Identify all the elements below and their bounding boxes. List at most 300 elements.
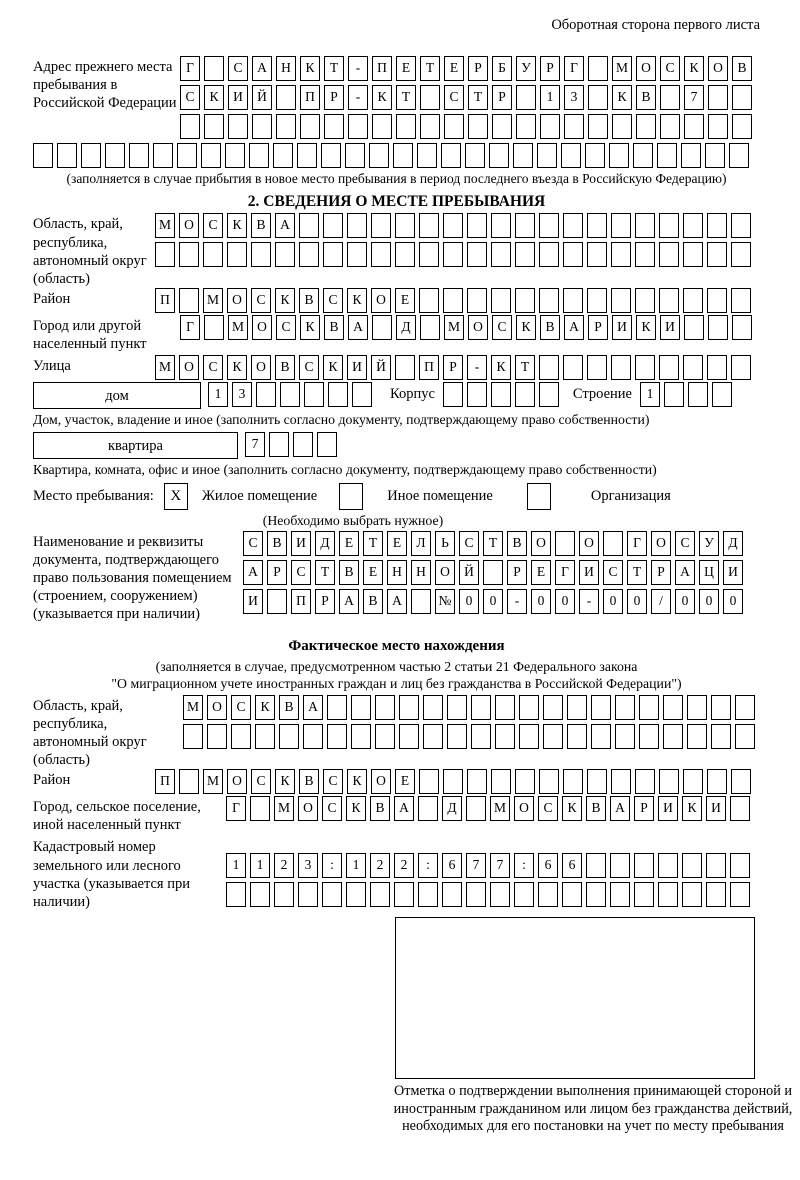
form-cell [586,853,606,878]
form-cell: В [279,695,299,720]
form-cell [587,288,607,313]
region-actual-grid [183,695,755,749]
form-cell: И [658,796,678,821]
cell-row [226,882,750,907]
form-cell: Д [396,315,416,340]
form-cell: С [291,560,311,585]
form-cell: Ц [699,560,719,585]
form-cell [467,288,487,313]
form-cell: С [675,531,695,556]
form-cell: Е [339,531,359,556]
district-actual-grid [155,769,751,794]
form-cell [683,242,703,267]
form-cell [658,882,678,907]
form-cell [348,114,368,139]
form-cell: А [348,315,368,340]
form-cell: Р [468,56,488,81]
form-cell: К [227,213,247,238]
form-cell: С [203,213,223,238]
form-cell [327,724,347,749]
form-cell [395,213,415,238]
korpus-label: Корпус [390,386,435,403]
form-cell: Е [444,56,464,81]
form-cell [153,143,173,168]
form-cell: : [418,853,438,878]
form-cell [567,724,587,749]
form-cell [683,213,703,238]
form-cell: К [300,315,320,340]
form-cell: 1 [346,853,366,878]
form-cell [375,695,395,720]
form-cell: 3 [564,85,584,110]
form-cell: 6 [562,853,582,878]
form-cell [539,355,559,380]
form-cell [515,288,535,313]
form-cell: Ь [435,531,455,556]
form-cell: - [507,589,527,614]
form-cell [635,213,655,238]
form-cell [443,213,463,238]
form-cell: 1 [540,85,560,110]
form-cell: И [347,355,367,380]
form-cell [279,724,299,749]
form-cell [467,382,487,407]
form-cell [423,695,443,720]
form-cell [563,769,583,794]
page-corner-note: Оборотная сторона первого листа [551,17,760,33]
city-grid [180,315,752,340]
region-label: Область, край, республика, автономный округ (область) [33,216,147,287]
form-cell [423,724,443,749]
form-cell [327,695,347,720]
form-cell [515,242,535,267]
form-cell: - [467,355,487,380]
form-cell: / [651,589,671,614]
form-cell: В [370,796,390,821]
form-cell [611,242,631,267]
form-cell [730,853,750,878]
form-cell: О [227,769,247,794]
form-cell [659,355,679,380]
form-cell: А [243,560,263,585]
form-cell: Р [315,589,335,614]
form-cell: С [459,531,479,556]
cell-row [243,531,743,556]
form-cell: 0 [483,589,503,614]
form-cell: О [708,56,728,81]
form-cell [729,143,749,168]
form-cell [657,143,677,168]
form-cell: Е [395,769,415,794]
form-cell: С [444,85,464,110]
cell-row [243,589,743,614]
form-cell [611,769,631,794]
form-cell: К [275,769,295,794]
form-cell [304,382,324,407]
form-cell: О [179,355,199,380]
form-cell: К [684,56,704,81]
form-cell: Р [540,56,560,81]
district-label: Район [33,290,71,307]
city-actual-grid [226,796,750,821]
form-cell: С [322,796,342,821]
form-cell: Е [387,531,407,556]
document-label: Наименование и реквизиты документа, подтверждающего право пользования помещением (строением, сооружением) (указывается при наличии) [33,533,232,623]
form-cell: Д [442,796,462,821]
form-cell [303,724,323,749]
form-cell [297,143,317,168]
form-cell: Р [588,315,608,340]
form-cell: С [603,560,623,585]
region-actual-label: Область, край, республика, автономный округ (область) [33,697,147,769]
cell-row [226,796,750,821]
form-cell: О [251,355,271,380]
form-cell [491,769,511,794]
form-cell: 0 [459,589,479,614]
form-cell: П [300,85,320,110]
form-cell: Б [492,56,512,81]
checkbox-zhiloe [164,483,188,510]
form-cell: П [419,355,439,380]
form-cell: К [372,85,392,110]
form-cell [179,242,199,267]
form-cell: В [299,769,319,794]
form-cell [372,114,392,139]
cell-row [155,288,751,313]
form-cell: К [346,796,366,821]
field-street [33,355,760,380]
form-cell [321,143,341,168]
field-district [33,288,760,313]
form-cell: А [394,796,414,821]
form-cell [564,114,584,139]
form-cell: Р [324,85,344,110]
form-cell [490,882,510,907]
section2-title: 2. СВЕДЕНИЯ О МЕСТЕ ПРЕБЫВАНИЯ [247,193,546,210]
form-cell: М [490,796,510,821]
form-cell: Р [267,560,287,585]
form-cell [489,143,509,168]
form-cell [543,695,563,720]
form-cell: Е [396,56,416,81]
form-cell: О [371,288,391,313]
cell-row [180,114,752,139]
form-cell [611,288,631,313]
form-cell [609,143,629,168]
city-actual-label: Город, сельское поселение, иной населенный пункт [33,799,201,834]
form-cell [399,695,419,720]
cell-row [443,382,559,407]
form-cell: 0 [699,589,719,614]
form-cell [659,769,679,794]
form-cell [660,114,680,139]
form-cell: С [323,288,343,313]
form-cell: : [322,853,342,878]
form-cell [567,695,587,720]
form-cell [730,796,750,821]
form-cell [539,769,559,794]
form-cell [687,695,707,720]
form-cell [543,724,563,749]
form-cell [519,724,539,749]
field-city-actual [33,796,760,834]
form-cell: Н [387,560,407,585]
stroenie-grid [640,382,732,407]
form-cell [323,242,343,267]
form-cell [664,382,684,407]
form-cell [516,85,536,110]
form-cell: К [612,85,632,110]
form-cell [735,695,755,720]
form-cell: Е [531,560,551,585]
form-cell [660,85,680,110]
form-cell: Р [507,560,527,585]
form-cell [612,114,632,139]
stroenie-label: Строение [572,386,632,403]
form-cell: Т [468,85,488,110]
form-cell: С [203,355,223,380]
form-cell [273,143,293,168]
form-cell: Т [483,531,503,556]
form-cell: В [586,796,606,821]
form-cell [663,695,683,720]
form-cell [610,853,630,878]
form-cell: Г [564,56,584,81]
form-cell [395,355,415,380]
form-cell: Д [315,531,335,556]
form-cell: К [562,796,582,821]
cell-row [155,213,751,238]
form-cell [588,85,608,110]
form-cell: 1 [208,382,228,407]
form-cell [611,355,631,380]
form-cell [371,213,391,238]
cell-row [180,315,752,340]
district-grid [155,288,751,313]
form-cell [684,315,704,340]
form-cell: О [207,695,227,720]
form-cell: К [491,355,511,380]
form-cell: М [612,56,632,81]
cell-row [183,695,755,720]
form-cell [563,355,583,380]
form-cell [347,213,367,238]
form-cell: А [252,56,272,81]
form-cell: С [492,315,512,340]
form-cell [447,695,467,720]
form-cell [591,724,611,749]
form-cell [731,213,751,238]
form-cell [639,695,659,720]
confirmation-stamp-caption: Отметка о подтверждении выполнения принимающей стороной и иностранным гражданином или лицом без гражданства действий, необходимых для его постановки на учет по месту пребывания [393,1082,793,1135]
form-cell: Р [634,796,654,821]
form-cell [352,382,372,407]
form-cell: О [651,531,671,556]
form-cell [471,724,491,749]
checkbox-inoe [339,483,363,510]
form-cell [204,114,224,139]
place-type-label: Место пребывания: [33,488,154,505]
form-cell [707,355,727,380]
form-cell [411,589,431,614]
form-cell [515,382,535,407]
form-cell: У [699,531,719,556]
form-cell: Т [324,56,344,81]
form-cell [204,315,224,340]
cell-row [208,382,372,407]
form-cell [562,882,582,907]
form-cell: Р [492,85,512,110]
form-cell [444,114,464,139]
form-cell: А [275,213,295,238]
form-cell [561,143,581,168]
form-cell [681,143,701,168]
form-cell [587,213,607,238]
form-cell [514,882,534,907]
form-cell: Л [411,531,431,556]
field-document [33,531,760,624]
form-cell [274,882,294,907]
form-cell: К [682,796,702,821]
form-cell [317,432,337,457]
form-cell: К [227,355,247,380]
form-cell: Г [555,560,575,585]
form-cell [540,114,560,139]
form-cell [328,382,348,407]
form-cell: К [300,56,320,81]
form-cell [588,114,608,139]
form-cell: О [371,769,391,794]
option-zhiloe-label: Жилое помещение [201,488,318,505]
form-cell [491,213,511,238]
form-cell: И [706,796,726,821]
form-cell [495,695,515,720]
form-cell [227,242,247,267]
form-cell [420,85,440,110]
cell-row [243,560,743,585]
form-cell: Т [420,56,440,81]
form-cell [276,85,296,110]
actual-location-title: Фактическое место нахождения [288,638,505,655]
form-cell [370,882,390,907]
form-cell [563,242,583,267]
form-cell [442,882,462,907]
cadastre-grid [226,853,750,907]
form-cell: 0 [531,589,551,614]
form-cell: № [435,589,455,614]
form-cell: С [323,769,343,794]
form-cell [280,382,300,407]
korpus-grid [443,382,559,407]
form-cell [563,213,583,238]
form-cell: В [507,531,527,556]
form-cell: И [660,315,680,340]
form-cell: И [228,85,248,110]
checkbox-zhiloe-mark: X [170,487,182,504]
form-cell [256,382,276,407]
form-cell [658,853,678,878]
form-cell [539,213,559,238]
form-cell [731,769,751,794]
form-cell [447,724,467,749]
field-city [33,315,760,353]
form-cell [706,853,726,878]
form-cell: 0 [627,589,647,614]
form-cell [611,213,631,238]
form-cell [420,315,440,340]
form-cell: С [538,796,558,821]
apartment-note: Квартира, комната, офис и иное (заполнить согласно документу, подтверждающему право собственности) [33,462,657,478]
form-cell: И [723,560,743,585]
form-cell: 0 [603,589,623,614]
form-cell [515,769,535,794]
form-cell [513,143,533,168]
form-cell: 6 [538,853,558,878]
cell-row [226,853,750,878]
form-cell [419,288,439,313]
form-cell [731,288,751,313]
place-type-row [33,483,760,510]
form-cell [293,432,313,457]
form-cell [466,796,486,821]
city-label: Город или другой населенный пункт [33,317,147,352]
form-cell [467,242,487,267]
form-cell [635,769,655,794]
form-cell: М [155,355,175,380]
form-cell [588,56,608,81]
form-cell: А [339,589,359,614]
form-cell [688,382,708,407]
form-cell [555,531,575,556]
cell-row [155,355,751,380]
form-cell [203,242,223,267]
form-cell: 7 [245,432,265,457]
form-cell [707,288,727,313]
form-cell: Т [627,560,647,585]
form-cell [585,143,605,168]
field-apartment-row [33,432,760,459]
form-cell: В [732,56,752,81]
form-cell: К [323,355,343,380]
form-cell [179,769,199,794]
form-cell [586,882,606,907]
form-cell: О [579,531,599,556]
form-cell [587,355,607,380]
form-cell [491,288,511,313]
form-cell: Й [459,560,479,585]
form-cell [682,882,702,907]
option-org-label: Организация [590,488,671,505]
form-cell [610,882,630,907]
form-cell: В [339,560,359,585]
form-cell: К [347,769,367,794]
apartment-box-label: квартира [33,432,238,459]
district-actual-label: Район [33,772,71,789]
form-cell [659,288,679,313]
form-cell: Е [395,288,415,313]
form-cell [201,143,221,168]
form-cell [708,315,728,340]
form-cell [351,695,371,720]
form-cell [129,143,149,168]
form-cell [417,143,437,168]
form-cell [255,724,275,749]
form-cell [519,695,539,720]
form-cell: В [299,288,319,313]
form-cell [396,114,416,139]
form-cell: К [275,288,295,313]
form-cell: О [514,796,534,821]
